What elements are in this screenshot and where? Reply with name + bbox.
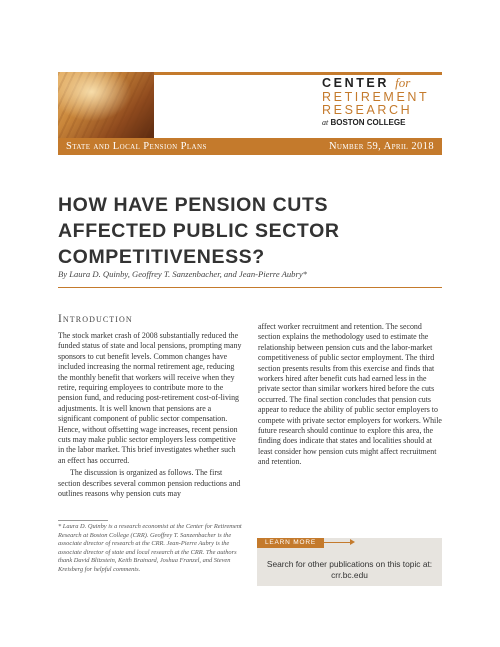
logo-line-center <box>322 75 442 91</box>
logo-for-text: for <box>395 75 411 90</box>
arrow-line-icon <box>322 542 352 543</box>
learn-more-label: LEARN MORE <box>257 538 324 548</box>
arrow-head-icon <box>350 539 355 545</box>
section-heading-introduction: Introduction <box>58 313 133 325</box>
logo-retirement-text: RETIREMENT <box>322 90 430 104</box>
footnote-divider <box>58 520 108 521</box>
issue-number: Number 59, April 2018 <box>328 141 434 152</box>
body-column-right <box>258 322 442 468</box>
brief-title: HOW HAVE PENSION CUTS AFFECTED PUBLIC SECTOR COMPETITIVENESS? <box>58 194 340 268</box>
intro-paragraph-continued: affect worker recruitment and retention. The second section explains the methodology used to estimate the relationship between pension cuts and the labor-market competitiveness of public sector employment. The third section presents results from this exercise and finds that workers hired after benefit cuts had earned less in the private sector than similar workers hired before the cuts occurred. The final section concludes that pension cuts appear to reduce the ability of public sector employers to compete with private sector employers for workers. While future research should continue to explore this area, the finding does indicate that states and localities should at least consider how pension cuts might affect recruitment and retention. <box>258 322 442 467</box>
header-photo <box>58 72 154 138</box>
learn-more-link[interactable]: Search for other publications on this topic at: crr.bc.edu <box>266 559 433 580</box>
logo-research-text: RESEARCH <box>322 103 413 117</box>
author-line: By Laura D. Quinby, Geoffrey T. Sanzenbacher, and Jean-Pierre Aubry* <box>58 269 307 279</box>
author-footnote: * Laura D. Quinby is a research economist at the Center for Retirement Research at Boston College (CRR). Geoffrey T. Sanzenbacher is the associate director of research at the CRR. Jean-Pierre Aubry is the associate director of state and local research at the CRR. The authors thank David Blitzstein, Keith Brainard, Joshua Franzel, and Steven Kreisberg for helpful comments. <box>58 523 242 573</box>
author-divider <box>58 287 442 288</box>
logo-at-text: at <box>322 118 329 127</box>
series-name: State and Local Pension Plans <box>66 141 207 152</box>
logo-center-text: CENTER <box>322 76 389 90</box>
crr-logo <box>322 75 442 127</box>
intro-paragraph-2: The discussion is organized as follows. The first section describes several common pension reductions and outlines reasons why pension cuts may <box>58 468 241 499</box>
body-column-left <box>58 331 242 500</box>
intro-paragraph-1: The stock market crash of 2008 substantially reduced the funded status of state and local pensions, prompting many sponsors to cut benefit levels. Common changes have included increasing the normal retirement age, reducing the monthly benefit that workers will receive when they retire, requiring employees to contribute more to the pension fund, and reducing post-retirement cost-of-living adjustments. It is well known that pensions are a significant component of public sector compensation. Hence, without offsetting wage increases, recent pension cuts may make public sector employers less competitive in the labor market. This brief investigates whether such an effect has occurred. <box>58 331 242 465</box>
logo-line-college <box>322 118 442 127</box>
series-bar <box>58 138 442 155</box>
logo-college-text: BOSTON COLLEGE <box>330 118 406 127</box>
